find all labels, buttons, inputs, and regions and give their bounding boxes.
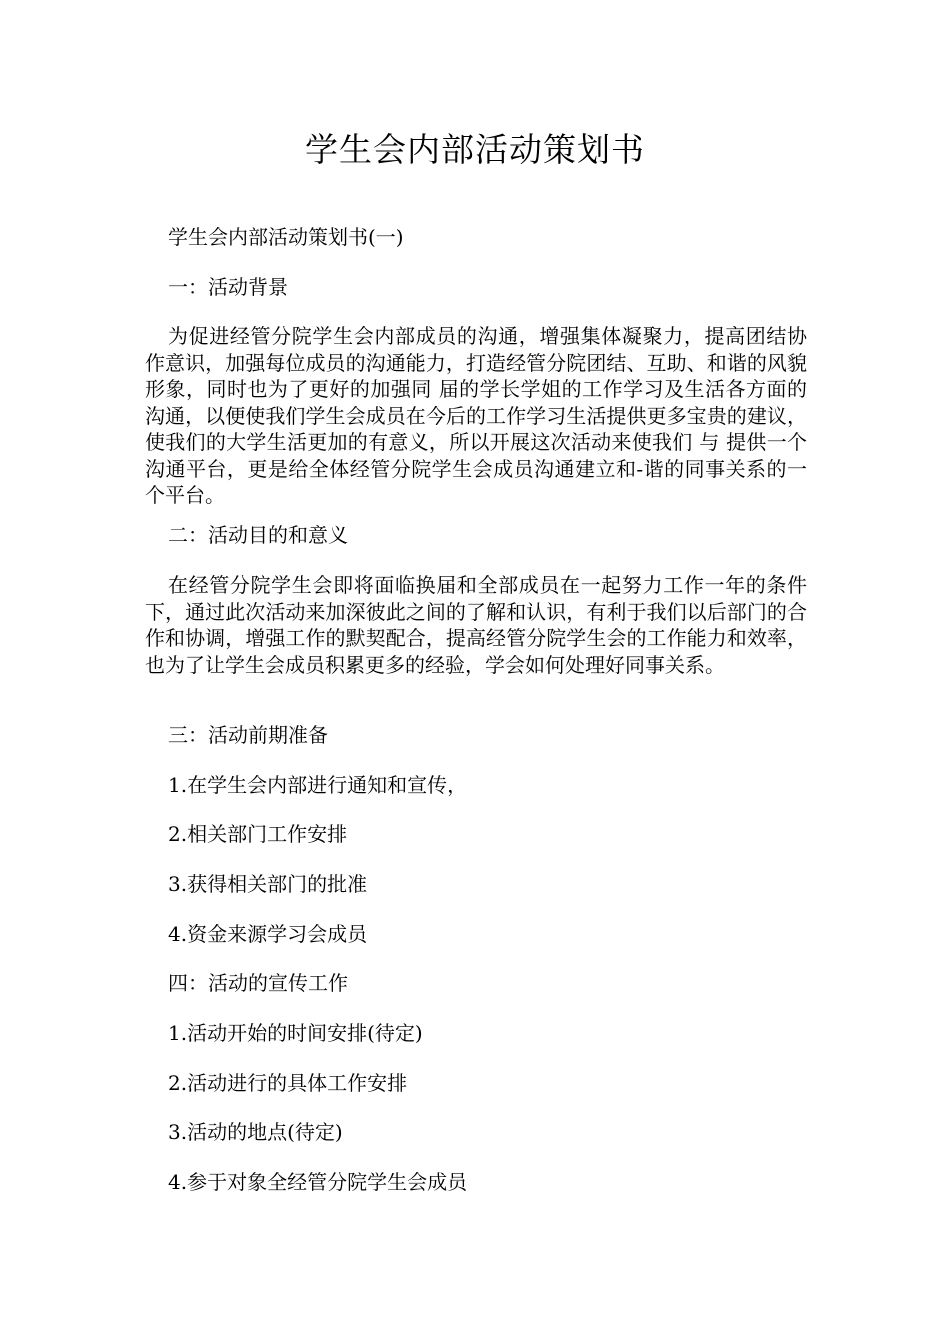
paragraph-background: 为促进经管分院学生会内部成员的沟通，增强集体凝聚力，提高团结协作意识，加强每位成员的沟通能力，打造经管分院团结、互助、和谐的风貌形象，同时也为了更好的加强同 届的学长学姐的工作学习及生活各方面的沟通，以便使我们学生会成员在今后的工作学习生活提供更多宝贵的建议，使我们的大学生活更加的有意义，所以开展这次活动来使我们 与 提供一个沟通平台，更是给全体经管分院学生会成员沟通建立和-谐的同事关系的一个平台。 bbox=[145, 324, 807, 507]
list-item: 4.参于对象全经管分院学生会成员 bbox=[168, 1170, 468, 1194]
list-item: 1.在学生会内部进行通知和宣传， bbox=[168, 773, 468, 797]
paragraph-purpose: 在经管分院学生会即将面临换届和全部成员在一起努力工作一年的条件下，通过此次活动来加深彼此之间的了解和认识，有利于我们以后部门的合作和协调，增强工作的默契配合，提高经管分院学生会的工作能力和效率，也为了让学生会成员积累更多的经验，学会如何处理好同事关系。 bbox=[145, 573, 807, 677]
section-heading-publicity: 四：活动的宣传工作 bbox=[168, 971, 348, 995]
document-subtitle: 学生会内部活动策划书(一) bbox=[168, 225, 404, 249]
section-heading-background: 一：活动背景 bbox=[168, 275, 288, 299]
list-item: 2.相关部门工作安排 bbox=[168, 822, 348, 846]
list-item: 3.活动的地点(待定) bbox=[168, 1120, 343, 1144]
list-item: 3.获得相关部门的批准 bbox=[168, 872, 368, 896]
document-title: 学生会内部活动策划书 bbox=[305, 130, 645, 169]
section-heading-preparation: 三：活动前期准备 bbox=[168, 723, 328, 747]
section-heading-purpose: 二：活动目的和意义 bbox=[168, 523, 348, 547]
list-item: 1.活动开始的时间安排(待定) bbox=[168, 1021, 423, 1045]
list-item: 2.活动进行的具体工作安排 bbox=[168, 1071, 408, 1095]
list-item: 4.资金来源学习会成员 bbox=[168, 922, 368, 946]
